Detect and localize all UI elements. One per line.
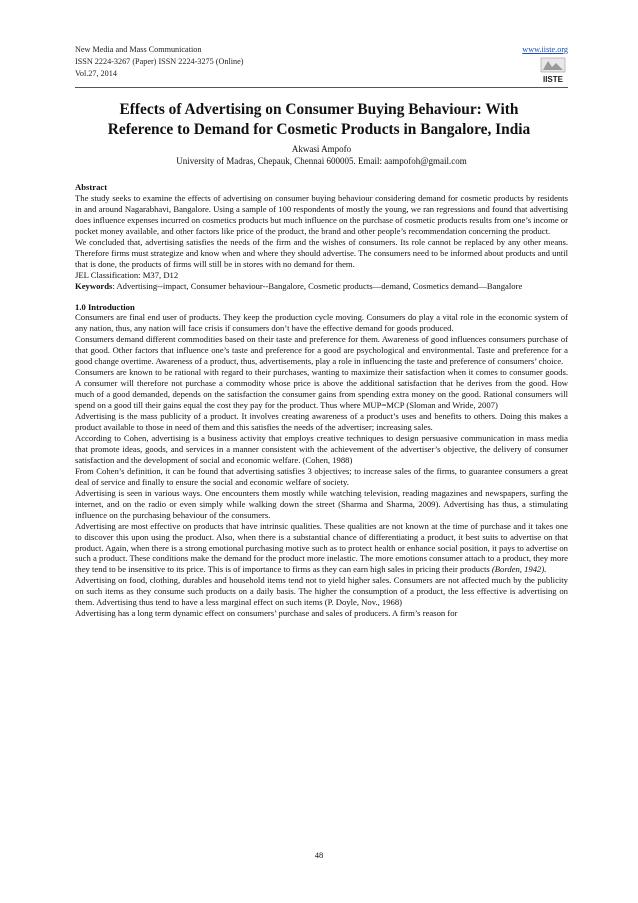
intro-paragraph-7: Advertising is seen in various ways. One encounters them mostly while watching television, reading magazines and newspapers, surfing the internet, and on the radio or even simply while walking down the street (Sharma and Sharma, 2009). Advertising has thus, a stimulating influence on the purchasing behaviour of the consumers. <box>75 487 568 520</box>
intro-paragraph-8-text: Advertising are most effective on products that have intrinsic qualities. These qualities are not known at the time of purchase and it takes one to discover this upon using the product. Also, when there is a substantial chance of differentiating a product, it best suits to advertise on that product. Again, when there is a strong emotional purchasing motive such as to protect health or enhance social position, it pays to advertise on such a product. These conditions make the demand for the product more inelastic. The more emotions consumer attach to a product, they more they tend to be insensitive to its price. This is of importance to firms as they can earn high sales in pricing their products <box>75 520 568 575</box>
keywords-label: Keywords <box>75 280 113 291</box>
header-divider <box>75 87 568 88</box>
introduction-heading: 1.0 Introduction <box>75 301 135 312</box>
keywords-text: : Advertising--impact, Consumer behaviour--Bangalore, Cosmetic products—demand, Cosmetics demand—Bangalore <box>112 280 523 291</box>
intro-paragraph-5: According to Cohen, advertising is a business activity that employs creative techniques to design persuasive communication in mass media that promote ideas, goods, and services in a manner consistent with the achievement of the advertiser’s objective, the delivery of consumer satisfaction and the development of social and economic welfare. (Cohen, 1988) <box>75 432 568 465</box>
intro-paragraph-1: Consumers are final end user of products. They keep the production cycle moving. Consumers do play a vital role in the economic system of any nation, thus, any nation will face crisis if consumers don’t have the effective demand for goods produced. <box>75 312 568 334</box>
paper-title <box>60 100 578 140</box>
iiste-logo <box>540 57 566 85</box>
intro-paragraph-2: Consumers demand different commodities based on their taste and preference for them. Awareness of good influences consumers purchase of that good. Other factors that influence one’s taste and preference for a good are psychological and environmental. Taste and preference for a good change overtime. Awareness of a product, thus, advertisements, play a role in influencing the taste and preference of consumers’ choice. <box>75 334 568 367</box>
intro-paragraph-8 <box>75 521 568 576</box>
journal-name: New Media and Mass Communication <box>75 45 202 54</box>
intro-paragraph-9: Advertising on food, clothing, durables and household items tend not to yield higher sales. Consumers are not affected much by the publicity on such items as they consume such products on a daily basis. The higher the consumption of a product, the less effective is advertising on them. Advertising thus tend to have a less marginal effect on such items (P. Doyle, Nov., 1968) <box>75 575 568 608</box>
journal-url-link[interactable]: www.iiste.org <box>522 45 568 54</box>
keywords-line <box>75 281 568 292</box>
author-name: Akwasi Ampofo <box>291 144 352 154</box>
jel-classification: JEL Classification: M37, D12 <box>75 269 179 280</box>
volume-line: Vol.27, 2014 <box>75 69 117 78</box>
title-line-1: Effects of Advertising on Consumer Buying Behaviour: With <box>119 101 519 118</box>
author-affiliation: University of Madras, Chepauk, Chennai 600005. Email: aampofoh@gmail.com <box>176 156 467 166</box>
title-line-2: Reference to Demand for Cosmetic Products in Bangalore, India <box>107 121 531 138</box>
intro-paragraph-10: Advertising has a long term dynamic effect on consumers’ purchase and sales of producers. A firm’s reason for <box>75 608 458 619</box>
borden-citation: (Borden, 1942). <box>491 564 547 575</box>
abstract-paragraph-2: We concluded that, advertising satisfies the needs of the firm and the wishes of consumers. Its role cannot be replaced by any other means. Therefore firms must strategize and know when and where they should advertise. The consumers need to be informed about products and until that is done, the products of firms will still be in stores with no demand for them. <box>75 236 568 269</box>
abstract-paragraph-1: The study seeks to examine the effects of advertising on consumer buying behaviour considering demand for cosmetic products by residents in and around Nagarabhavi, Bangalore. Using a sample of 100 respondents of mostly the young, we ran regressions and found that advertising does influence expenses incurred on cosmetics products but much influence on the purchase of cosmetic products results from one’s income or pocket money available, and other factors like price of the product, the brand and other people’s recommendation concerning the product. <box>75 192 568 236</box>
page-number: 48 <box>314 850 324 860</box>
issn-line: ISSN 2224-3267 (Paper) ISSN 2224-3275 (Online) <box>75 57 244 66</box>
intro-paragraph-6: From Cohen’s definition, it can be found that advertising satisfies 3 objectives; to increase sales of the firms, to guarantee consumers a great deal of service and finally to ensure the social and economic welfare of society. <box>75 465 568 487</box>
intro-paragraph-4: Advertising is the mass publicity of a product. It involves creating awareness of a product’s uses and benefits to others. Doing this makes a product available to those in need of them and this satisfies the needs of the advertiser; increasing sales. <box>75 411 568 433</box>
logo-text: IISTE <box>542 75 564 84</box>
abstract-heading: Abstract <box>75 182 108 192</box>
paper-body <box>75 182 568 619</box>
intro-paragraph-3: Consumers are known to be rational with regard to their purchases, wanting to maximize their satisfaction when it comes to consumer goods. A consumer will therefore not purchase a commodity whose price is above the additional satisfaction that he derives from the good. How much of a good demanded, depends on the satisfaction the consumer gains from spending extra money on the good. Rational consumers will spend on a good till their gains equal the cost they pay for the product. Thus where MUP=MCP (Sloman and Wride, 2007) <box>75 367 568 411</box>
